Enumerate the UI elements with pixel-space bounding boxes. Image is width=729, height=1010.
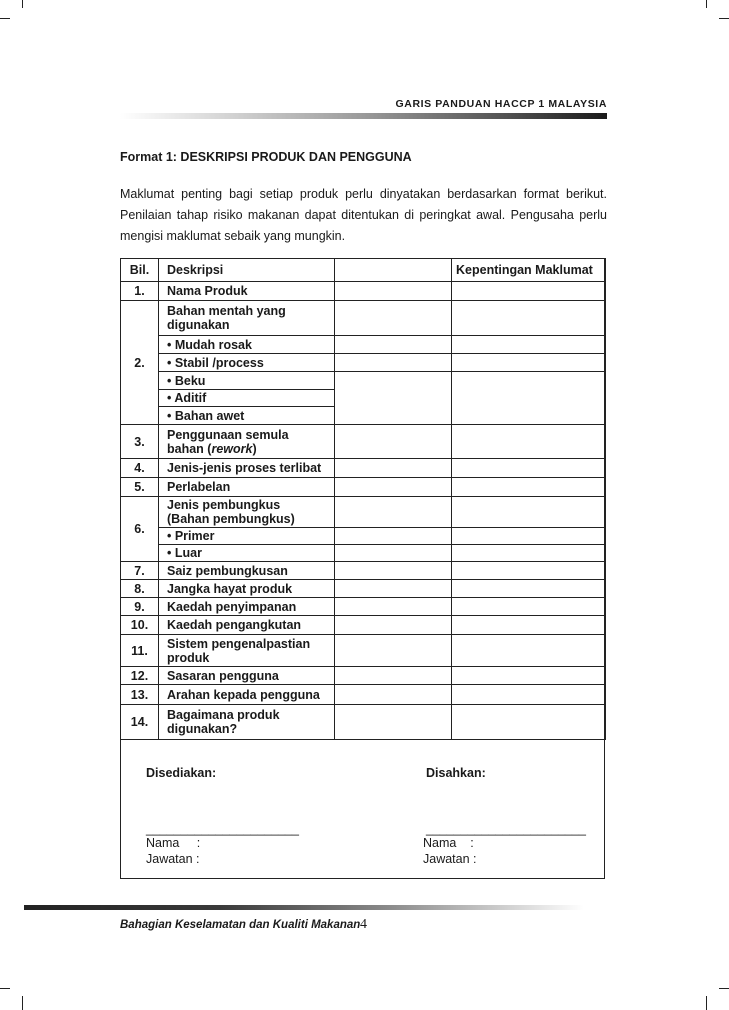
blank-cell	[335, 562, 452, 580]
bullet-item: • Bahan awet	[159, 407, 335, 425]
blank-cell	[335, 705, 452, 740]
table-row	[121, 635, 606, 667]
table-header-row	[121, 259, 606, 282]
kepentingan-cell	[452, 545, 606, 562]
kepentingan-cell	[452, 667, 606, 685]
table-row	[121, 497, 606, 528]
row-description: Sasaran pengguna	[159, 667, 335, 685]
crop-mark	[0, 988, 10, 989]
table-row	[121, 301, 606, 336]
table-row	[121, 478, 606, 497]
kepentingan-cell	[452, 528, 606, 545]
blank-cell	[335, 354, 452, 372]
row-number: 1.	[121, 282, 159, 301]
table-row	[121, 354, 606, 372]
row-number: 12.	[121, 667, 159, 685]
jawatan-label-right: Jawatan :	[423, 852, 477, 866]
crop-mark	[719, 18, 729, 19]
blank-cell	[335, 372, 452, 425]
row-number: 4.	[121, 459, 159, 478]
table-row	[121, 459, 606, 478]
kepentingan-cell	[452, 598, 606, 616]
header-bil: Bil.	[121, 259, 159, 282]
description-line: Bagaimana produk	[167, 708, 280, 722]
row-description	[159, 635, 335, 667]
blank-cell	[335, 282, 452, 301]
row-number: 13.	[121, 685, 159, 705]
description-line: (Bahan pembungkus)	[167, 512, 295, 526]
description-text: bahan (	[167, 441, 212, 456]
footer-rule	[24, 905, 584, 910]
kepentingan-cell	[452, 372, 606, 425]
signature-line-left: ______________________	[146, 822, 299, 836]
table-row	[121, 705, 606, 740]
kepentingan-cell	[452, 282, 606, 301]
blank-cell	[335, 336, 452, 354]
row-description: Jangka hayat produk	[159, 580, 335, 598]
row-number: 9.	[121, 598, 159, 616]
blank-cell	[335, 478, 452, 497]
row-number: 3.	[121, 425, 159, 459]
crop-mark	[0, 18, 10, 19]
jawatan-label-left: Jawatan :	[146, 852, 200, 866]
description-text: )	[252, 441, 257, 456]
blank-cell	[335, 635, 452, 667]
crop-mark	[706, 996, 707, 1010]
bullet-item: • Mudah rosak	[159, 336, 335, 354]
row-description: Kaedah penyimpanan	[159, 598, 335, 616]
page-number: 4	[360, 917, 367, 932]
table-row	[121, 425, 606, 459]
row-number: 11.	[121, 635, 159, 667]
bullet-item: • Stabil /process	[159, 354, 335, 372]
blank-cell	[335, 580, 452, 598]
kepentingan-cell	[452, 478, 606, 497]
blank-cell	[335, 667, 452, 685]
intro-paragraph: Maklumat penting bagi setiap produk perlu dinyatakan berdasarkan format berikut. Penilaian tahap risiko makanan dapat ditentukan di peringkat awal. Pengusaha perlu mengisi maklumat sebaik yang mungkin.	[120, 187, 607, 243]
kepentingan-cell	[452, 635, 606, 667]
table-row	[121, 372, 606, 390]
nama-label-right: Nama :	[423, 836, 474, 850]
table-row	[121, 598, 606, 616]
row-description: Kaedah pengangkutan	[159, 616, 335, 635]
kepentingan-cell	[452, 685, 606, 705]
bullet-item: • Aditif	[159, 390, 335, 407]
description-line: digunakan	[167, 318, 230, 332]
nama-label-left: Nama :	[146, 836, 201, 850]
kepentingan-cell	[452, 562, 606, 580]
blank-cell	[335, 545, 452, 562]
table-row	[121, 282, 606, 301]
kepentingan-cell	[452, 459, 606, 478]
table-row	[121, 667, 606, 685]
row-number: 7.	[121, 562, 159, 580]
bullet-item: • Luar	[159, 545, 335, 562]
kepentingan-cell	[452, 425, 606, 459]
description-line: Sistem pengenalpastian	[167, 636, 311, 651]
kepentingan-cell	[452, 497, 606, 528]
running-header: GARIS PANDUAN HACCP 1 MALAYSIA	[395, 98, 607, 110]
crop-mark	[22, 0, 23, 8]
crop-mark	[706, 0, 707, 8]
section-title: Format 1: DESKRIPSI PRODUK DAN PENGGUNA	[120, 150, 412, 164]
disahkan-label: Disahkan:	[426, 766, 486, 780]
description-line	[167, 442, 330, 456]
disediakan-label: Disediakan:	[146, 766, 217, 780]
table-row	[121, 685, 606, 705]
description-line: digunakan?	[167, 722, 238, 736]
rework-term: rework	[211, 441, 253, 456]
bullet-item: • Beku	[159, 372, 335, 390]
blank-cell	[335, 497, 452, 528]
table-row	[121, 336, 606, 354]
row-description	[159, 301, 335, 336]
row-description: Perlabelan	[159, 478, 335, 497]
kepentingan-cell	[452, 354, 606, 372]
row-number: 5.	[121, 478, 159, 497]
description-line: Jenis pembungkus	[167, 498, 281, 512]
table-row	[121, 616, 606, 635]
crop-mark	[22, 996, 23, 1010]
row-number: 6.	[121, 497, 159, 562]
blank-cell	[335, 685, 452, 705]
bullet-item: • Primer	[159, 528, 335, 545]
table-row	[121, 580, 606, 598]
header-kepentingan: Kepentingan Maklumat	[452, 259, 606, 282]
description-line: produk	[167, 650, 210, 665]
row-description	[159, 705, 335, 740]
row-description: Nama Produk	[159, 282, 335, 301]
blank-cell	[335, 459, 452, 478]
table-row	[121, 545, 606, 562]
header-rule	[120, 113, 607, 119]
table-row	[121, 528, 606, 545]
kepentingan-cell	[452, 301, 606, 336]
crop-mark	[719, 988, 729, 989]
description-line: Penggunaan semula	[167, 427, 289, 442]
blank-cell	[335, 616, 452, 635]
blank-cell	[335, 528, 452, 545]
row-number: 8.	[121, 580, 159, 598]
kepentingan-cell	[452, 580, 606, 598]
kepentingan-cell	[452, 616, 606, 635]
blank-cell	[335, 301, 452, 336]
product-description-table	[120, 258, 606, 740]
row-description	[159, 425, 335, 459]
row-description	[159, 497, 335, 528]
row-description: Jenis-jenis proses terlibat	[159, 459, 335, 478]
header-blank	[335, 259, 452, 282]
row-description: Arahan kepada pengguna	[159, 685, 335, 705]
row-description: Saiz pembungkusan	[159, 562, 335, 580]
header-deskripsi: Deskripsi	[159, 259, 335, 282]
blank-cell	[335, 425, 452, 459]
blank-cell	[335, 598, 452, 616]
row-number: 10.	[121, 616, 159, 635]
kepentingan-cell	[452, 705, 606, 740]
table-row	[121, 562, 606, 580]
row-number: 14.	[121, 705, 159, 740]
signature-line-right: _______________________	[426, 822, 586, 836]
footer-department: Bahagian Keselamatan dan Kualiti Makanan	[120, 919, 361, 931]
description-line: Bahan mentah yang	[167, 304, 286, 318]
kepentingan-cell	[452, 336, 606, 354]
row-number: 2.	[121, 301, 159, 425]
